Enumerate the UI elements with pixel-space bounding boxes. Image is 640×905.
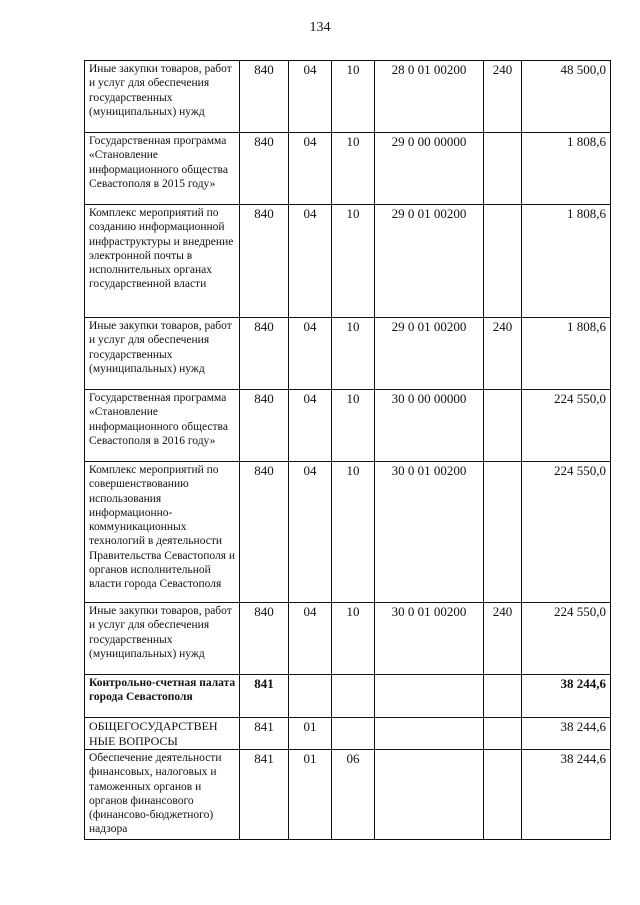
amount: 224 550,0 [522, 603, 611, 675]
target-article-code [375, 675, 484, 718]
expense-type-code [484, 390, 522, 462]
amount: 38 244,6 [522, 718, 611, 750]
ved-code: 841 [240, 750, 289, 840]
expense-type-code: 240 [484, 61, 522, 133]
row-name: Обеспечение деятельности финансовых, налоговых и таможенных органов и органов финансового (финансово-бюджетного) надзора [85, 750, 240, 840]
expense-type-code [484, 675, 522, 718]
target-article-code: 29 0 00 00000 [375, 133, 484, 205]
expense-type-code [484, 718, 522, 750]
row-name: Государственная программа «Становление информационного общества Севастополя в 2015 году» [85, 133, 240, 205]
expense-type-code [484, 462, 522, 603]
amount: 1 808,6 [522, 133, 611, 205]
row-name: Комплекс мероприятий по совершенствованию использования информационно-коммуникационных технологий в деятельности Правительства Севастополя и органов исполнительной власти города Севастополя [85, 462, 240, 603]
table-row [85, 133, 611, 205]
amount: 48 500,0 [522, 61, 611, 133]
ved-code: 840 [240, 603, 289, 675]
section-code: 04 [289, 61, 332, 133]
page-number: 134 [309, 20, 331, 35]
table-row [85, 318, 611, 390]
target-article-code: 29 0 01 00200 [375, 205, 484, 318]
amount: 1 808,6 [522, 205, 611, 318]
expense-type-code: 240 [484, 318, 522, 390]
subsection-code [332, 675, 375, 718]
subsection-code: 10 [332, 318, 375, 390]
row-name: Иные закупки товаров, работ и услуг для обеспечения государственных (муниципальных) нужд [85, 603, 240, 675]
subsection-code: 10 [332, 61, 375, 133]
target-article-code [375, 718, 484, 750]
target-article-code [375, 750, 484, 840]
ved-code: 840 [240, 462, 289, 603]
section-code: 04 [289, 205, 332, 318]
table-row [85, 61, 611, 133]
target-article-code: 30 0 00 00000 [375, 390, 484, 462]
subsection-code: 10 [332, 603, 375, 675]
row-name: Иные закупки товаров, работ и услуг для обеспечения государственных (муниципальных) нужд [85, 318, 240, 390]
subsection-code: 10 [332, 133, 375, 205]
amount: 1 808,6 [522, 318, 611, 390]
target-article-code: 30 0 01 00200 [375, 603, 484, 675]
row-name: ОБЩЕГОСУДАРСТВЕН НЫЕ ВОПРОСЫ [85, 718, 240, 750]
row-name: Комплекс мероприятий по созданию информационной инфраструктуры и внедрение электронной почты в исполнительных органах государственной власти [85, 205, 240, 318]
ved-code: 841 [240, 675, 289, 718]
amount: 38 244,6 [522, 675, 611, 718]
section-code: 01 [289, 718, 332, 750]
ved-code: 840 [240, 205, 289, 318]
section-code [289, 675, 332, 718]
section-code: 04 [289, 462, 332, 603]
budget-table [84, 60, 611, 840]
subsection-code: 10 [332, 462, 375, 603]
table-row [85, 718, 611, 750]
subsection-code: 06 [332, 750, 375, 840]
ved-code: 840 [240, 61, 289, 133]
expense-type-code [484, 205, 522, 318]
target-article-code: 29 0 01 00200 [375, 318, 484, 390]
ved-code: 840 [240, 318, 289, 390]
table-row [85, 675, 611, 718]
amount: 38 244,6 [522, 750, 611, 840]
table-row [85, 750, 611, 840]
expense-type-code [484, 133, 522, 205]
row-name: Государственная программа «Становление информационного общества Севастополя в 2016 году» [85, 390, 240, 462]
section-code: 01 [289, 750, 332, 840]
section-code: 04 [289, 390, 332, 462]
target-article-code: 30 0 01 00200 [375, 462, 484, 603]
section-code: 04 [289, 133, 332, 205]
expense-type-code: 240 [484, 603, 522, 675]
section-code: 04 [289, 318, 332, 390]
table-row [85, 205, 611, 318]
table-row [85, 603, 611, 675]
amount: 224 550,0 [522, 390, 611, 462]
ved-code: 840 [240, 390, 289, 462]
ved-code: 840 [240, 133, 289, 205]
section-code: 04 [289, 603, 332, 675]
table-row [85, 390, 611, 462]
row-name: Контрольно-счетная палата города Севастополя [85, 675, 240, 718]
expense-type-code [484, 750, 522, 840]
target-article-code: 28 0 01 00200 [375, 61, 484, 133]
ved-code: 841 [240, 718, 289, 750]
subsection-code [332, 718, 375, 750]
table-row [85, 462, 611, 603]
row-name: Иные закупки товаров, работ и услуг для обеспечения государственных (муниципальных) нужд [85, 61, 240, 133]
subsection-code: 10 [332, 390, 375, 462]
subsection-code: 10 [332, 205, 375, 318]
amount: 224 550,0 [522, 462, 611, 603]
